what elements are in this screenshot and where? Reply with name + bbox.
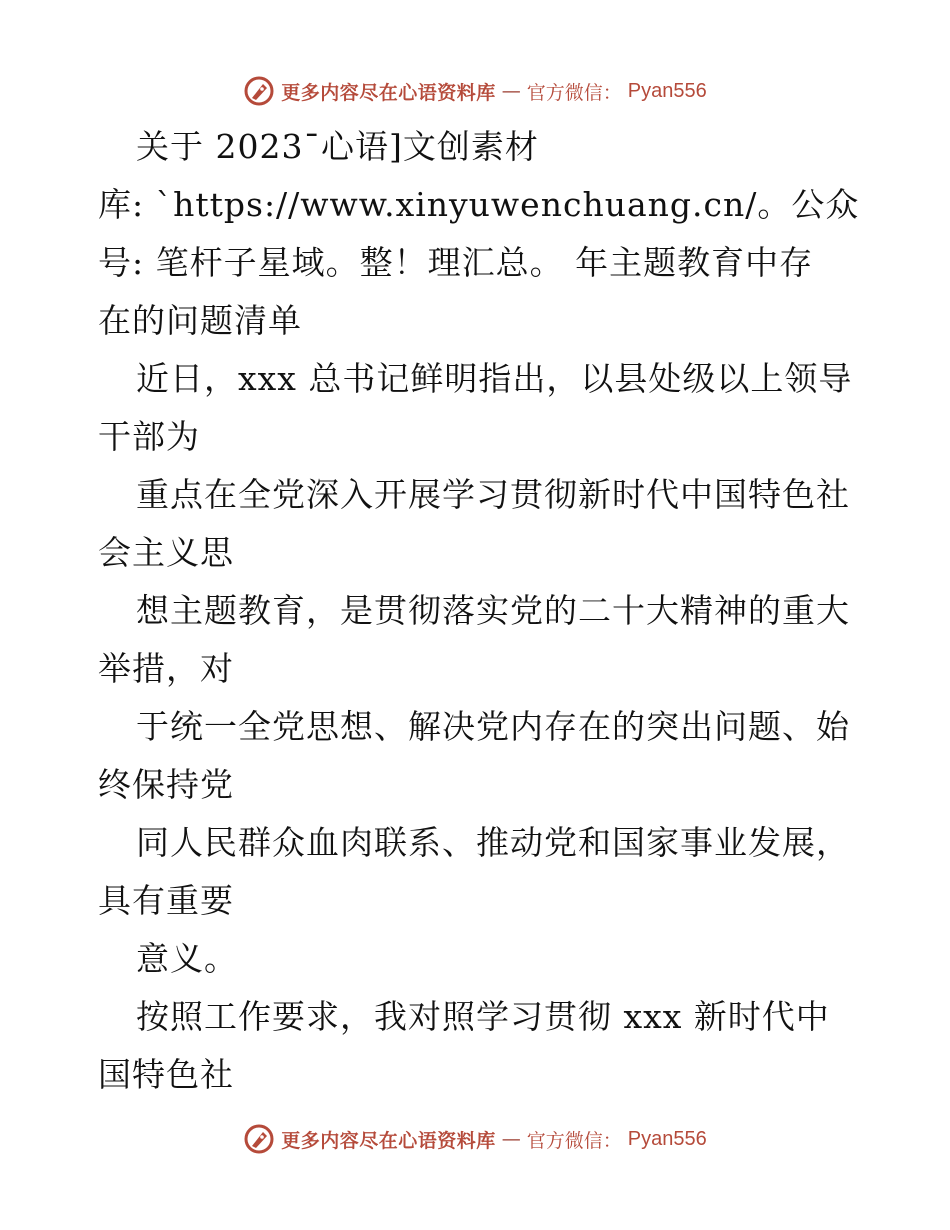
text-line: 在的问题清单: [98, 301, 302, 340]
text-line: 近日，xxx 总书记鲜明指出，以县处级以上领导: [136, 359, 853, 398]
text-line: 会主义思: [98, 533, 234, 572]
text-line: 号: 笔杆子星域。整！理汇总。 年主题教育中存: [98, 243, 814, 282]
text-line: 库: `https://www.xinyuwenchuang.cn/。公众: [98, 185, 860, 224]
text-line: 举措，对: [98, 649, 234, 688]
text-line: 于统一全党思想、解决党内存在的突出问题、始: [136, 707, 850, 746]
banner-wechat-label: 官方微信：: [526, 1129, 622, 1152]
text-line: 想主题教育，是贯彻落实党的二十大精神的重大: [136, 591, 850, 630]
text-line: 按照工作要求，我对照学习贯彻 xxx 新时代中: [136, 997, 830, 1036]
text-line: 国特色社: [98, 1055, 234, 1094]
text-line: 同人民群众血肉联系、推动党和国家事业发展，: [136, 823, 850, 862]
banner-wechat-id: Pyan556: [627, 1127, 707, 1150]
banner-text: 更多内容尽在心语资料库: [281, 1129, 496, 1152]
banner-wechat-id: Pyan556: [627, 79, 707, 102]
text-line: 意义。: [136, 939, 238, 978]
banner-dash: —: [501, 1128, 521, 1150]
text-line: 关于 2023¯心语]文创素材: [136, 127, 539, 166]
document-body: [98, 118, 858, 1104]
text-line: 重点在全党深入开展学习贯彻新时代中国特色社: [136, 475, 850, 514]
banner-text: 更多内容尽在心语资料库: [281, 81, 496, 104]
footer-banner: [0, 1122, 950, 1156]
banner-wechat-label: 官方微信：: [526, 81, 622, 104]
pen-nib-logo-icon: [243, 1123, 275, 1155]
banner-dash: —: [501, 80, 521, 102]
text-line: 终保持党: [98, 765, 234, 804]
pen-nib-logo-icon: [243, 75, 275, 107]
text-line: 干部为: [98, 417, 200, 456]
header-banner: [0, 74, 950, 108]
text-line: 具有重要: [98, 881, 234, 920]
